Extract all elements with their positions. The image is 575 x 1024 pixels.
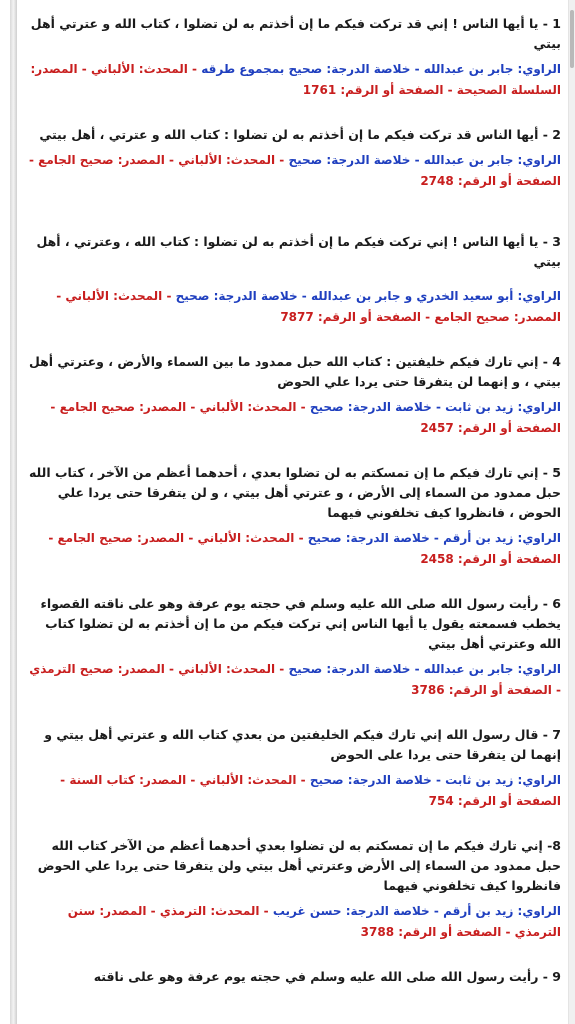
source-label: - المصدر: صحيح الجامع - الصفحة أو الرقم: 2458 <box>48 531 561 566</box>
hadith-text: 5 - إني تارك فيكم ما إن تمسكتم به لن تضلوا بعدي ، أحدهما أعظم من الآخر ، كتاب الله حبل ممدود من السماء إلى الأرض ، و عترتي أهل بيتي ، و لن يتفرقا حتى يردا علي الحوض ، فانظروا كيف تخلفوني فيهما <box>28 465 561 520</box>
hadith-list[interactable] <box>20 0 565 1024</box>
source-label: - المصدر: كتاب السنة - الصفحة أو الرقم: 754 <box>60 773 561 808</box>
muhaddith-label: - المحدث: الألباني <box>197 531 304 545</box>
hadith-entry <box>20 836 565 943</box>
narrator-label: الراوي: زيد بن ثابت <box>445 400 561 414</box>
hadith-entry <box>20 352 565 439</box>
hadith-meta <box>24 59 561 101</box>
hadith-text: 2 - أيها الناس قد تركت فيكم ما إن أخذتم به لن تضلوا : كتاب الله و عترتي ، أهل بيتي <box>39 127 561 142</box>
grade-label: - خلاصة الدرجة: صحيح <box>309 773 441 787</box>
source-label: - المصدر: صحيح الجامع - الصفحة أو الرقم: 7877 <box>56 289 561 324</box>
hadith-meta <box>24 286 561 328</box>
hadith-entry <box>20 594 565 701</box>
hadith-text: 8- إني تارك فيكم ما إن تمسكتم به لن تضلوا بعدي أحدهما أعظم من الآخر كتاب الله حبل ممدود من السماء إلى الأرض وعترتي أهل بيتي ولن يتفرقا حتى يردا علي الحوض فانظروا كيف تخلفوني فيهما <box>37 838 561 893</box>
hadith-meta <box>24 770 561 812</box>
hadith-entry <box>20 725 565 812</box>
hadith-entry <box>20 125 565 192</box>
source-label: - المصدر: صحيح الجامع - الصفحة أو الرقم: 2748 <box>29 153 561 188</box>
grade-label: - خلاصة الدرجة: صحيح <box>288 153 420 167</box>
grade-label: - خلاصة الدرجة: صحيح <box>309 400 441 414</box>
muhaddith-label: - المحدث: الألباني <box>199 400 306 414</box>
narrator-label: الراوي: جابر بن عبدالله <box>423 153 561 167</box>
hadith-meta <box>24 659 561 701</box>
source-label: - المصدر: السلسلة الصحيحة - الصفحة أو الرقم: 1761 <box>30 62 561 97</box>
hadith-meta <box>24 150 561 192</box>
hadith-text: 4 - إني تارك فيكم خليفتين : كتاب الله حبل ممدود ما بين السماء والأرض ، وعترتي أهل بيتي ، و إنهما لن يتفرقا حتى يردا علي الحوض <box>28 354 561 389</box>
hadith-text: 3 - يا أيها الناس ! إني تركت فيكم ما إن أخذتم به لن تضلوا : كتاب الله ، وعترتي ، أهل بيتي <box>36 234 561 269</box>
narrator-label: الراوي: جابر بن عبدالله <box>423 662 561 676</box>
hadith-text: 9 - رأيت رسول الله صلى الله عليه وسلم في حجته يوم عرفة وهو على ناقته <box>93 969 561 984</box>
narrator-label: الراوي: زيد بن أرقم <box>443 904 561 918</box>
source-label: - المصدر: صحيح الجامع - الصفحة أو الرقم: 2457 <box>50 400 561 435</box>
source-label: - المصدر: صحيح الترمذي - الصفحة أو الرقم: 3786 <box>29 662 561 697</box>
narrator-label: الراوي: جابر بن عبدالله <box>423 62 561 76</box>
muhaddith-label: - المحدث: الترمذي <box>159 904 269 918</box>
grade-label: - خلاصة الدرجة: صحيح <box>288 662 420 676</box>
source-label: - المصدر: سنن الترمذي - الصفحة أو الرقم: 3788 <box>67 904 561 939</box>
narrator-label: الراوي: زيد بن أرقم <box>443 531 561 545</box>
hadith-entry <box>20 0 565 101</box>
hadith-meta <box>24 901 561 943</box>
hadith-text: 1 - يا أيها الناس ! إني قد تركت فيكم ما إن أخذتم به لن تضلوا ، كتاب الله و عترتي أهل بيتي <box>30 16 561 51</box>
grade-label: - خلاصة الدرجة: صحيح <box>175 289 307 303</box>
hadith-meta <box>24 528 561 570</box>
hadith-entry <box>20 967 565 987</box>
muhaddith-label: - المحدث: الألباني <box>199 773 306 787</box>
hadith-entry <box>20 463 565 570</box>
grade-label: - خلاصة الدرجة: صحيح بمجموع طرقه <box>201 62 420 76</box>
left-margin-rule <box>10 0 17 1024</box>
hadith-entry <box>20 232 565 328</box>
hadith-text: 7 - قال رسول الله إني تارك فيكم الخليفتين من بعدي كتاب الله و عترتي أهل بيتي و إنهما لن يتفرقا حتى يردا على الحوض <box>44 727 561 762</box>
hadith-text: 6 - رأيت رسول الله صلى الله عليه وسلم في حجته يوم عرفة وهو على ناقته القصواء يخطب فسمعته يقول يا أيها الناس إني تركت فيكم من ما إن أخذتم به لن تضلوا كتاب الله وعترتي أهل بيتي <box>40 596 561 651</box>
hadith-meta <box>24 397 561 439</box>
grade-label: - خلاصة الدرجة: حسن غريب <box>272 904 439 918</box>
muhaddith-label: - المحدث: الألباني <box>65 289 172 303</box>
scrollbar[interactable] <box>568 0 575 1024</box>
narrator-label: الراوي: أبو سعيد الخدري و جابر بن عبدالله <box>310 289 561 303</box>
grade-label: - خلاصة الدرجة: صحيح <box>307 531 439 545</box>
muhaddith-label: - المحدث: الألباني <box>90 62 198 76</box>
narrator-label: الراوي: زيد بن ثابت <box>445 773 561 787</box>
muhaddith-label: - المحدث: الألباني <box>178 153 285 167</box>
muhaddith-label: - المحدث: الألباني <box>178 662 285 676</box>
scrollbar-thumb[interactable] <box>570 10 574 68</box>
